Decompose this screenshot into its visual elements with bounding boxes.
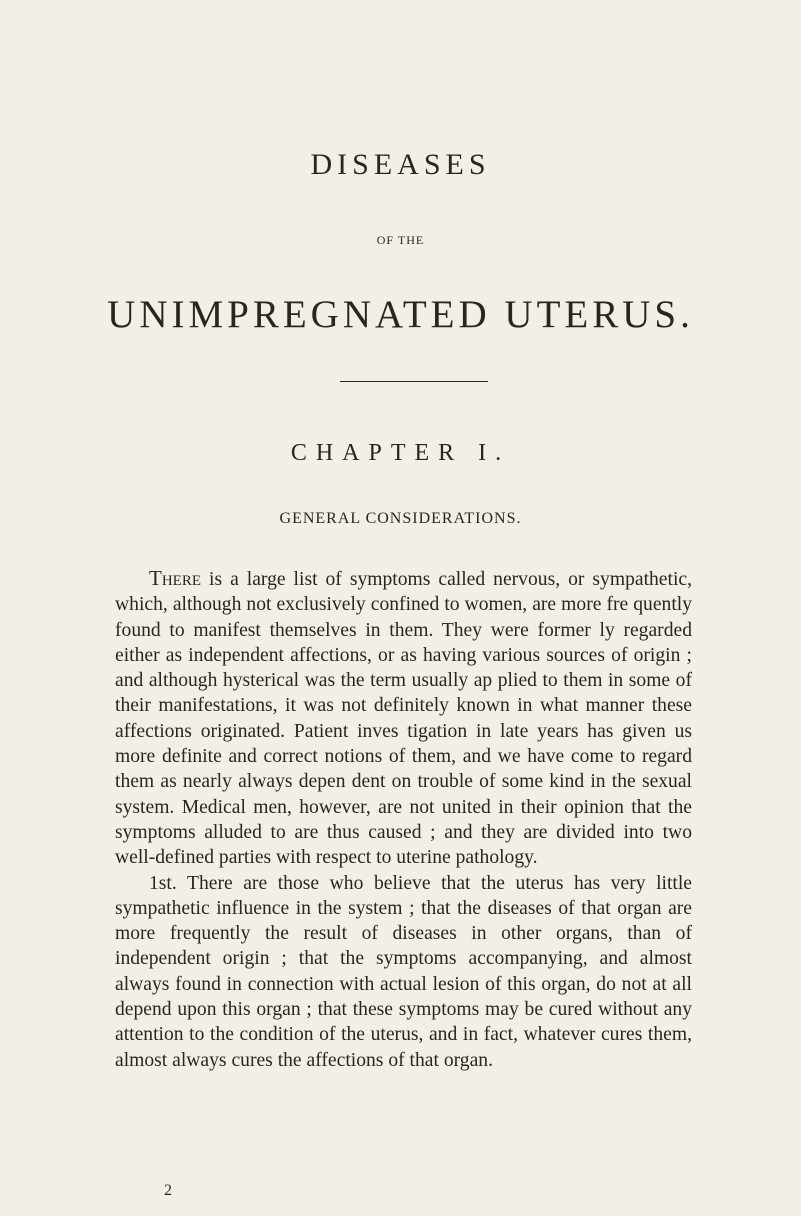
lead-word: There xyxy=(149,566,201,590)
book-title: DISEASES xyxy=(310,148,491,181)
section-title: GENERAL CONSIDERATIONS. xyxy=(279,510,522,527)
title-divider-rule xyxy=(340,381,488,382)
title-connector: OF THE xyxy=(376,233,425,247)
paragraph-1-text: is a large list of symptoms called nervous, or sympathetic, which, although not exclusively confined to women, are more fre quently found to manifest themselves in them. They were former ly regarded either as independent affections, or as having various sources of origin ; and although hysterical was the term usually ap plied to them in some of their manifestations, it was not definitely known in what manner these affections originated. Patient inves tigation in late years has given us more definite and correct notions of them, and we have come to regard them as nearly always depen dent on trouble of some kind in the sexual system. Medical men, however, are not united in their opinion that the symptoms alluded to are thus caused ; and they are divided into two well-defined parties with respect to uterine pathology. xyxy=(115,569,692,869)
paragraph-1 xyxy=(115,566,692,871)
paragraph-2: 1st. There are those who believe that the uterus has very little sympathetic influence in the system ; that the diseases of that organ are more frequently the result of diseases in other organs, than of independent origin ; that the symptoms accompanying, and almost always found in connection with actual lesion of this organ, do not at all depend upon this organ ; that these symptoms may be cured without any attention to the condition of the uterus, and in fact, whatever cures them, almost always cures the affections of that organ. xyxy=(115,872,692,1071)
body-text xyxy=(115,566,692,1073)
signature-mark: 2 xyxy=(164,1182,172,1199)
chapter-heading: CHAPTER I. xyxy=(290,440,511,466)
book-subtitle: UNIMPREGNATED UTERUS. xyxy=(107,293,694,336)
